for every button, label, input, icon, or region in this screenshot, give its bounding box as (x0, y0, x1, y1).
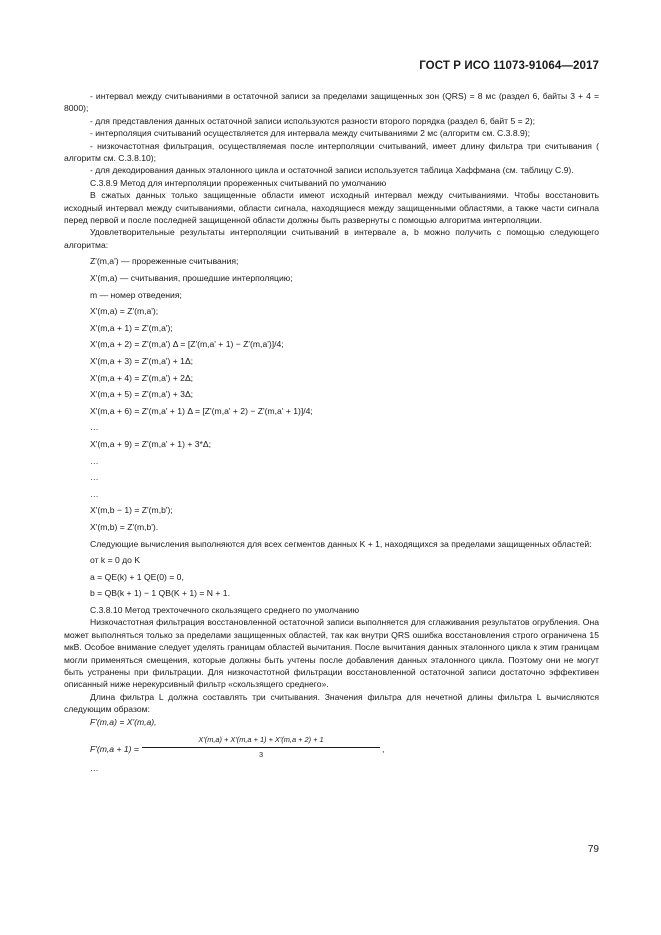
equation-tail: , (382, 744, 385, 754)
equation-lhs: F'(m,a + 1) = (90, 744, 139, 754)
page-content (64, 90, 599, 774)
loop-line: a = QE(k) + 1 QE(0) = 0, (90, 571, 184, 582)
formula-line: X'(m,a + 2) = Z'(m,a') Δ = [Z'(m,a' + 1) − Z'(m,a')]/4; (90, 339, 284, 350)
fraction (142, 734, 380, 762)
list-item: - интерполяция считываний осуществляется для интервала между считываниями 2 мс (алгоритм см. С.3.8.9); (90, 128, 531, 139)
formula-line: X'(m,a) = Z'(m,a'); (90, 306, 159, 317)
formula-line: … (90, 455, 99, 466)
formula-line: X'(m,a + 3) = Z'(m,a') + 1Δ; (90, 356, 194, 367)
formula-line: X'(m,a + 6) = Z'(m,a' + 1) Δ = [Z'(m,a' + 2) − Z'(m,a' + 1)]/4; (90, 405, 313, 416)
list-item: - для декодирования данных эталонного цикла и остаточной записи используется таблица Хаффмана (см. таблицу С.9). (90, 165, 574, 176)
list-item: - интервал между считываниями в остаточной записи за пределами защищенных зон (QRS) = 8 мс (раздел 6, байты 3 + 4 = 8000); (64, 91, 599, 114)
equation: F'(m,a) = X'(m,a), (90, 716, 157, 727)
formula-line: m — номер отведения; (90, 289, 182, 300)
list-item: - для представления данных остаточной записи используются разности второго порядка (раздел 6, байт 5 = 2); (90, 115, 536, 126)
formula-line: … (90, 422, 99, 433)
formula-line: X'(m,a + 5) = Z'(m,a') + 3Δ; (90, 389, 194, 400)
paragraph: Длина фильтра L должна составлять три считывания. Значения фильтра для нечетной длины фильтра L вычисляются следующим образом: (64, 691, 599, 715)
paragraph: В сжатых данных только защищенные области имеют исходный интервал между считываниями. Чтобы восстановить исходный интервал между считываниями, области сигнала, находящиеся между защищенными областями, а также части сигнала перед первой и после последней защищенной области должны быть развернуты с помощью алгоритма интерполяции. (64, 190, 599, 226)
section-heading: С.3.8.10 Метод трехточечного скользящего среднего по умолчанию (90, 604, 360, 615)
formula-line: X'(m,a) — считывания, прошедшие интерполяцию; (90, 273, 293, 284)
section-heading: С.3.8.9 Метод для интерполяции прореженных считываний по умолчанию (90, 177, 387, 188)
loop-line: b = QB(k + 1) − 1 QB(K + 1) = N + 1. (90, 588, 230, 599)
formula-line: X'(m,b − 1) = Z'(m,b'); (90, 505, 173, 516)
formula-line: X'(m,b) = Z'(m,b'). (90, 521, 159, 532)
formula-line: X'(m,a + 4) = Z'(m,a') + 2Δ; (90, 372, 194, 383)
ellipsis: … (90, 763, 99, 773)
formula-line: … (90, 488, 99, 499)
paragraph: Удовлетворительные результаты интерполяции считываний в интервале а, b можно получить с помощью следующего алгоритма: (64, 227, 599, 250)
paragraph: Низкочастотная фильтрация восстановленной остаточной записи выполняется для сглаживания результатов огрубления. Она может выполняться только за пределами защищенных областей, так как внутри QRS ошибка восстановления строго ограничена 15 мкВ. Особое внимание следует уделять границам областей вычитания. После вычитания данных эталонного цикла к этим границам могли применяться смещения, которые должны быть учтены после добавления данных эталонного цикла. Поэтому они не могут быть устранены при фильтрации. Для низкочастотной фильтрации восстановленной остаточной записи достаточно эффективен описанный ниже нерекурсивный фильтр «скользящего среднего». (64, 617, 599, 690)
formula-line: Z'(m,a') — прореженные считывания; (90, 256, 239, 267)
formula-line: X'(m,a + 9) = Z'(m,a' + 1) + 3*Δ; (90, 439, 211, 449)
fraction-denominator: 3 (258, 750, 264, 760)
fraction-numerator: X'(m,a) + X'(m,a + 1) + X'(m,a + 2) + 1 (142, 734, 380, 748)
page-number: 79 (587, 844, 599, 855)
page-header: ГОСТ Р ИСО 11073-91064—2017 (419, 60, 599, 72)
list-item: - низкочастотная фильтрация, осуществляемая после интерполяции считываний, имеет длину фильтра три считывания ( алгоритм см. С.3.8.10); (64, 140, 599, 164)
formula-line: X'(m,a + 1) = Z'(m,a'); (90, 322, 173, 333)
paragraph: Следующие вычисления выполняются для всех сегментов данных K + 1, находящихся за пределами защищенных областей: (90, 538, 592, 549)
loop-line: от k = 0 до K (90, 555, 141, 566)
formula-line: … (90, 472, 99, 483)
equation-fraction (64, 734, 599, 762)
